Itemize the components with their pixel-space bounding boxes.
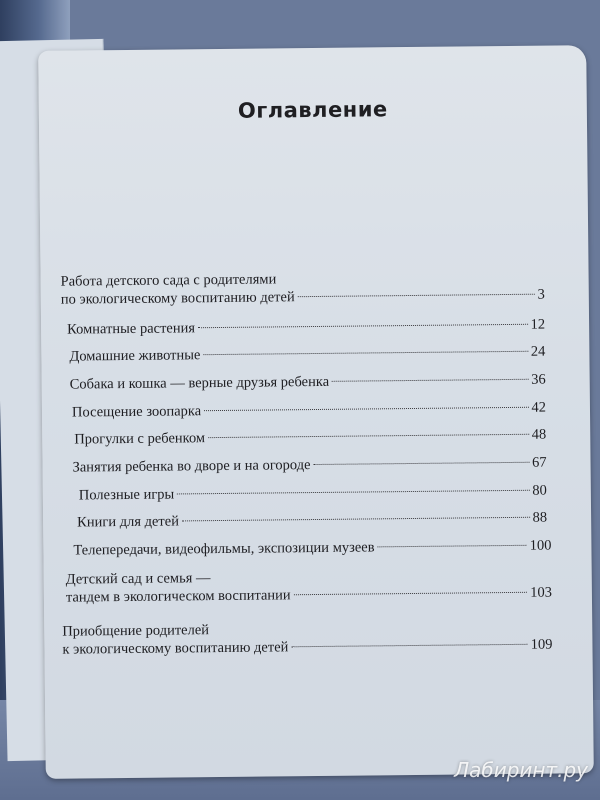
toc-entry-title: Комнатные растения (67, 320, 196, 338)
watermark: Лабиринт.ру (454, 758, 588, 782)
toc-page-number: 24 (530, 343, 546, 360)
toc-page-number: 103 (530, 584, 552, 601)
dot-leader (204, 407, 528, 411)
toc-entry-title-line: Детский сад и семья — (65, 570, 211, 588)
toc-page-number: 67 (531, 454, 547, 471)
toc-page-number: 80 (532, 482, 547, 499)
book-page (38, 45, 594, 779)
toc-entry-title-line: Работа детского сада с родителями (60, 271, 277, 290)
toc-entry-title: Телепередачи, видеофильмы, экспозиции музеев (73, 539, 375, 559)
toc-entry-title: Занятия ребенка во дворе и на огороде (72, 457, 311, 476)
dot-leader (182, 517, 530, 522)
toc-entry (72, 399, 546, 422)
dot-leader (177, 490, 529, 495)
toc-page-number: 36 (531, 371, 546, 388)
toc-entry-title: Домашние животные (69, 347, 201, 365)
dot-leader (332, 379, 528, 382)
dot-leader (291, 644, 527, 647)
dot-leader (294, 592, 528, 595)
toc-entry (62, 618, 552, 659)
dot-leader (208, 434, 529, 438)
page-title: Оглавление (237, 97, 388, 123)
toc-entry-title: тандем в экологическом воспитании (65, 587, 291, 606)
table-of-contents (38, 45, 594, 779)
toc-entry (69, 343, 545, 366)
toc-entry (74, 426, 546, 449)
toc-entry-title-line: Приобщение родителей (62, 622, 210, 640)
toc-entry (61, 268, 545, 309)
toc-entry-title: Полезные игры (78, 486, 175, 504)
toc-entry-title: к экологическому воспитанию детей (62, 639, 289, 658)
toc-entry (70, 371, 546, 394)
toc-page-number: 12 (530, 316, 546, 333)
toc-entry-title: Посещение зоопарка (71, 403, 202, 421)
toc-entry-title: Собака и кошка — верные друзья ребенка (69, 373, 330, 393)
toc-entry (66, 566, 552, 607)
dot-leader (203, 351, 528, 355)
toc-entry (79, 482, 547, 505)
dot-leader (198, 324, 528, 328)
toc-page-number: 100 (529, 537, 552, 554)
toc-page-number: 42 (531, 399, 547, 416)
toc-entry (77, 509, 547, 532)
toc-page-number: 3 (537, 286, 545, 303)
toc-entry-title: Книги для детей (77, 513, 180, 531)
toc-entry-title: по экологическому воспитанию детей (60, 289, 295, 308)
dot-leader (298, 294, 535, 297)
toc-page-number: 88 (532, 509, 548, 526)
toc-page-number: 109 (530, 636, 553, 653)
toc-entry-title: Прогулки с ребенком (74, 430, 206, 448)
toc-page-number: 48 (531, 426, 547, 443)
dot-leader (314, 462, 530, 465)
toc-entry (72, 454, 546, 477)
dot-leader (378, 545, 527, 548)
toc-entry (67, 316, 545, 339)
toc-entry (73, 537, 551, 560)
